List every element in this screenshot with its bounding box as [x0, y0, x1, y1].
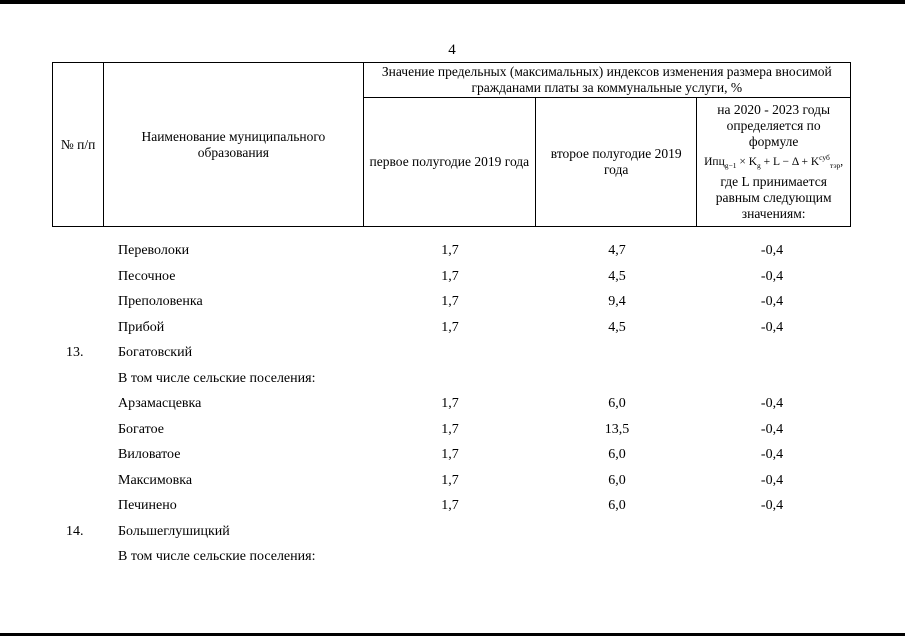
table-row [52, 315, 851, 341]
header-name-column: Наименование муниципального образования [104, 63, 363, 227]
table-row [52, 366, 851, 392]
header-2020-2023 [697, 98, 851, 227]
value-second-half-2019: 13,5 [604, 421, 630, 437]
municipality-name: Большеглушицкий [118, 523, 230, 539]
value-second-half-2019: 6,0 [608, 447, 626, 462]
table-row [52, 264, 851, 290]
municipality-name: Преполовенка [118, 294, 203, 309]
table-row [52, 519, 851, 545]
value-second-half-2019: 6,0 [608, 396, 626, 411]
value-first-half-2019: 1,7 [441, 447, 459, 462]
municipality-name: Печинено [118, 498, 177, 513]
municipality-name: Прибой [118, 319, 165, 335]
header-first-half-2019: первое полугодие 2019 года [363, 98, 536, 227]
municipality-name: Арзамасцевка [118, 396, 202, 411]
municipality-name: Песочное [118, 268, 176, 284]
value-l-2020-2023: -0,4 [760, 396, 784, 411]
value-second-half-2019: 4,5 [608, 319, 626, 335]
value-first-half-2019: 1,7 [441, 472, 459, 488]
value-first-half-2019: 1,7 [441, 294, 459, 309]
table-row [52, 238, 851, 264]
header-number-column: № п/п [53, 63, 104, 227]
header-group-title: Значение предельных (максимальных) индексов изменения размера вносимой гражданами платы за коммунальные услуги, % [363, 63, 850, 98]
value-l-2020-2023: -0,4 [760, 472, 784, 488]
table-body [52, 238, 851, 570]
row-number: 13. [66, 345, 84, 360]
table-row [52, 391, 851, 417]
value-l-2020-2023: -0,4 [760, 243, 784, 258]
value-second-half-2019: 4,7 [608, 243, 626, 258]
value-first-half-2019: 1,7 [441, 396, 459, 411]
value-l-2020-2023: -0,4 [760, 294, 784, 309]
value-l-2020-2023: -0,4 [760, 268, 784, 284]
table-row [52, 493, 851, 519]
formula-image: $Ипц_{g-1} \times K_g + L - \Delta + K^{суб}_{тэр}$, [704, 152, 844, 171]
top-border-line [0, 0, 905, 4]
value-second-half-2019: 9,4 [608, 294, 626, 309]
table-row [52, 442, 851, 468]
municipality-name: В том числе сельские поселения: [118, 370, 316, 386]
municipality-name: Богатое [118, 421, 164, 437]
value-first-half-2019: 1,7 [441, 268, 459, 284]
table-row [52, 417, 851, 443]
value-first-half-2019: 1,7 [441, 498, 459, 513]
header-2020-2023-note: где L принимается равным следующим значениям: [715, 174, 832, 222]
municipality-name: В том числе сельские поселения: [118, 549, 316, 564]
value-first-half-2019: 1,7 [441, 421, 459, 437]
table-row [52, 340, 851, 366]
table-row [52, 468, 851, 494]
row-number: 14. [66, 523, 84, 539]
value-first-half-2019: 1,7 [441, 243, 459, 258]
table-row [52, 289, 851, 315]
value-second-half-2019: 4,5 [608, 268, 626, 284]
value-second-half-2019: 6,0 [608, 498, 626, 513]
table-row [52, 544, 851, 570]
municipality-name: Богатовский [118, 345, 193, 360]
value-second-half-2019: 6,0 [608, 472, 626, 488]
bottom-border-line [0, 633, 905, 636]
header-second-half-2019: второе полугодие 2019 года [536, 98, 697, 227]
municipality-name: Максимовка [118, 472, 193, 488]
value-l-2020-2023: -0,4 [760, 447, 784, 462]
value-l-2020-2023: -0,4 [760, 421, 784, 437]
table-header [52, 62, 851, 227]
value-l-2020-2023: -0,4 [760, 319, 784, 335]
value-first-half-2019: 1,7 [441, 319, 459, 335]
municipality-name: Переволоки [118, 243, 190, 258]
page-number: 4 [448, 42, 456, 58]
municipality-name: Виловатое [118, 447, 181, 462]
value-l-2020-2023: -0,4 [760, 498, 784, 513]
header-2020-2023-intro: на 2020 - 2023 годы определяется по формуле [717, 101, 831, 149]
